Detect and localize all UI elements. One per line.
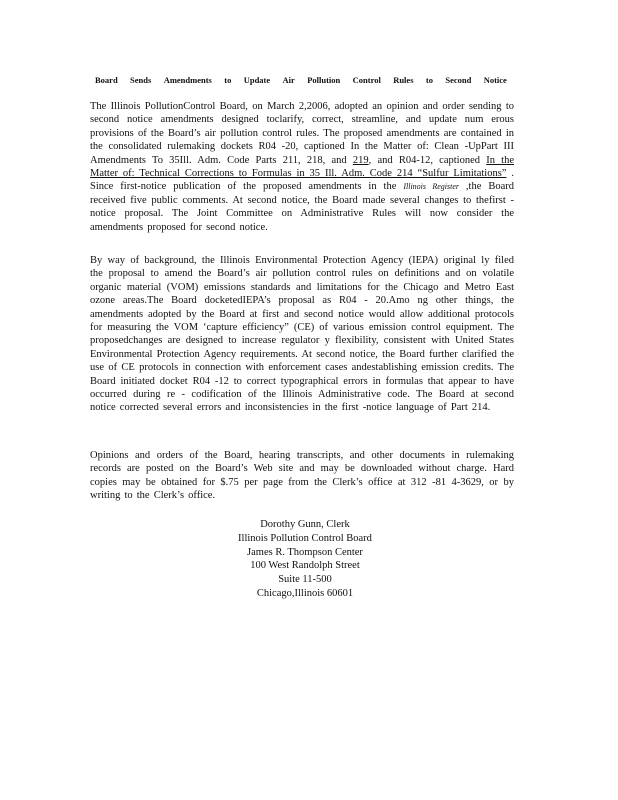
paragraph-background: By way of background, the Illinois Environmental Protection Agency (IEPA) original ly filed the proposal to amend the Board’s air pollution control rules on definitions and on volatile organic material (VOM) emissions standards and limitations for the Chicago and Metro East ozone areas.The Board docketedIEPA’s proposal as R04 - 20.Amo ng other things, the amendments adopted by the Board at first and second notice would allow additional protocols for measuring the VOM ‘capture efficiency” (CE) of various emission control equipment. The proposedchanges are designed to increase regulator y flexibility, consistent with United States Environmental Protection Agency requirements. At second notice, the Board further clarified the use of CE protocols in connection with enforcement cases andestablishing emission credits. The Board initiated docket R04 -12 to correct typographical errors in formulas that appear to have occurred during re - codification of the Illinois Administrative code. The Board at second notice corrected several errors and inconsistencies in the first -notice language of Part 214. [90,255,514,414]
paragraph-text: , and R04-12, captioned [368,154,487,166]
title-word: to [425,75,433,85]
title-word: Second [445,75,472,85]
document-title [95,75,507,86]
title-word: Board [95,75,118,85]
paragraph-text: The Illinois PollutionControl Board, on March 2,2006, adopted an opinion and order sending to second notice amendments designed toclarify, correct, streamline, and update num erous provisions of the Board’s air pollution control rules. The proposed amendments are contained in the consolidated rulemaking dockets R04 -20, captioned In the Matter of: Clean -UpPart III Amendments To 35Ill. Adm. Code Parts 211, 218, and [90,101,514,166]
signature-org: Illinois Pollution Control Board [238,532,372,544]
paragraph-text: . Since first-notice publication of the proposed amendments in the [90,168,514,193]
title-word: Sends [130,75,152,85]
title-word: Notice [483,75,507,85]
docket-caption-r04-12: In the Matter of: Technical Corrections to Formulas in 35 Ill. Adm. Code 214 “Sulfur Limitations” [90,154,514,180]
paragraph-announcement [90,100,514,234]
title-word: to [224,75,232,85]
docket-part-219: 219 [352,154,369,166]
signature-block [200,518,410,601]
signature-building: James R. Thompson Center [247,546,363,558]
signature-suite: Suite 11-500 [278,574,332,586]
title-word: Air [282,75,295,85]
title-word: Update [243,75,271,85]
signature-city: Chicago,Illinois 60601 [256,587,354,599]
title-word: Rules [393,75,414,85]
title-word: Control [352,75,381,85]
paragraph-text: ,the Board received five public comments. At second notice, the Board made several changes to thefirst - notice proposal. The Joint Committee on Administrative Rules will now consider the amendments proposed for second notice. [90,181,514,233]
title-word: Pollution [307,75,341,85]
title-word: Amendments [163,75,212,85]
signature-name: Dorothy Gunn, Clerk [260,519,350,530]
paragraph-availability: Opinions and orders of the Board, hearing transcripts, and other documents in rulemaking records are posted on the Board’s Web site and may be downloaded without charge. Hard copies may be obtained for $.75 per page from the Clerk’s office at 312 -81 4-3629, or by writing to the Clerk’s office. [90,450,514,502]
signature-street: 100 West Randolph Street [250,560,360,572]
publication-name: Illinois Register [403,182,459,192]
